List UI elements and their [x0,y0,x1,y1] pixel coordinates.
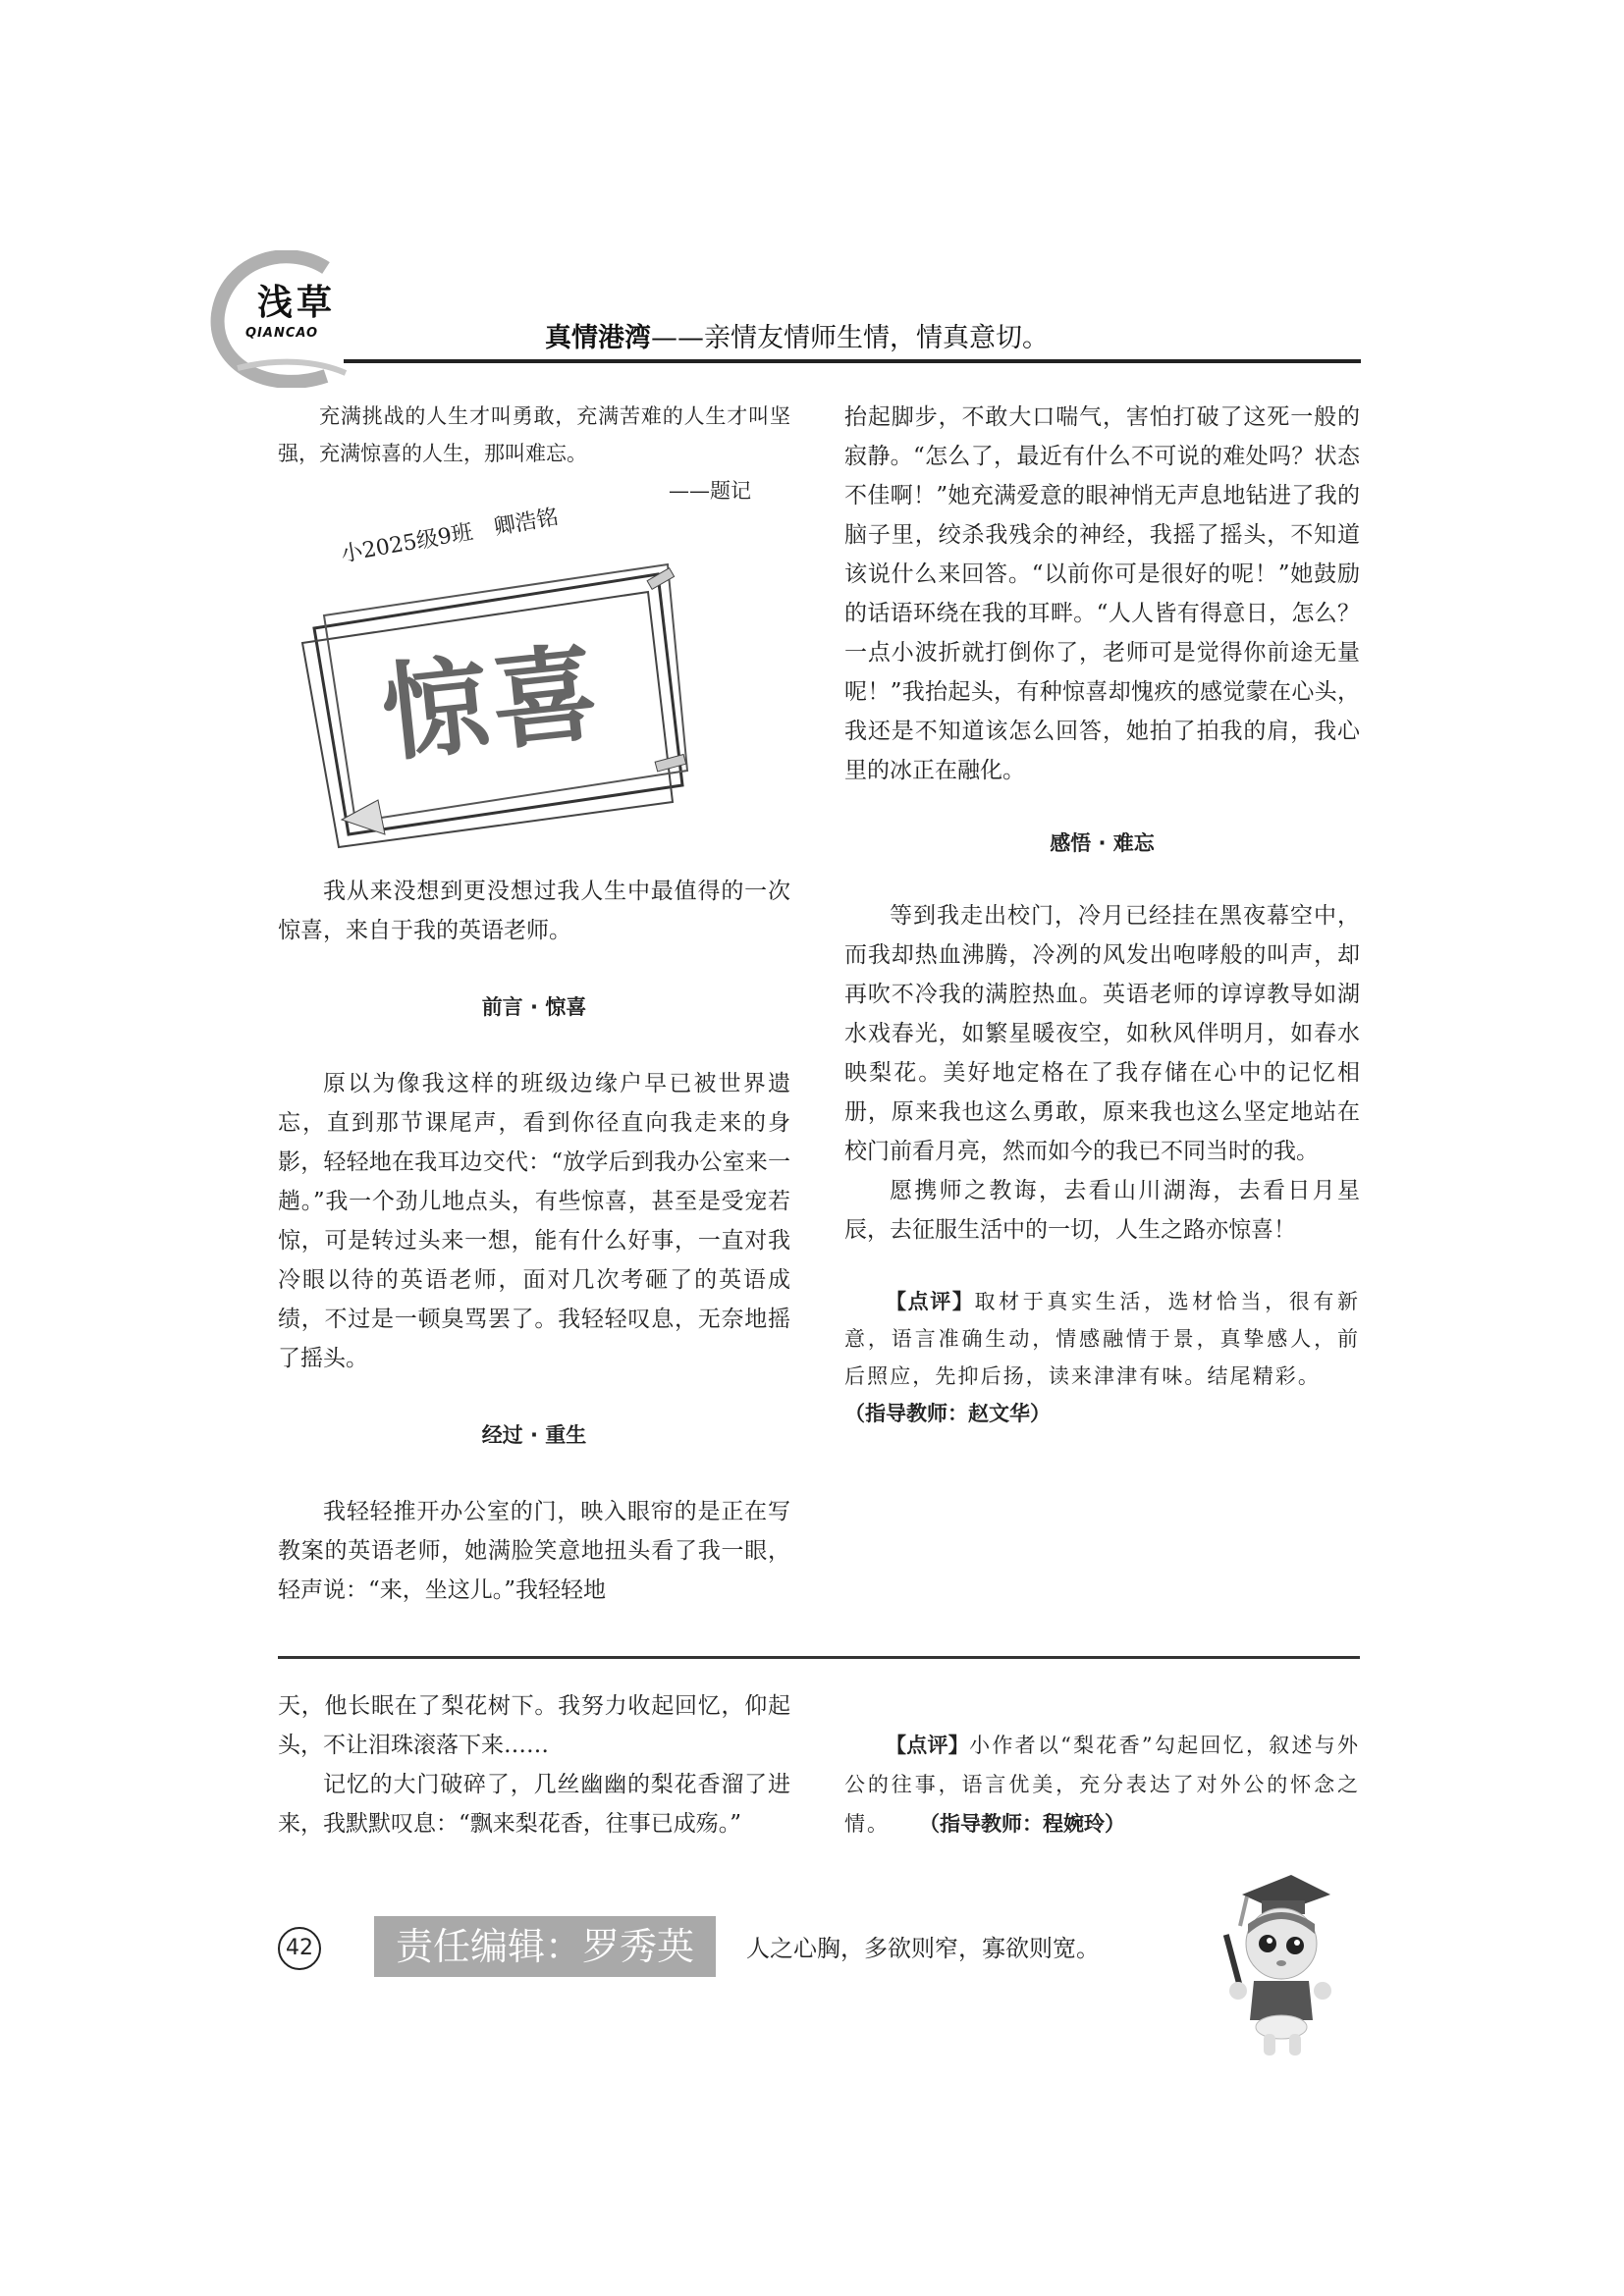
mascot-graduate-icon [1203,1865,1350,2061]
review-text: 取材于真实生活，选材恰当，很有新意，语言准确生动，情感融情于景，真挚感人，前后照应，先抑后扬，读来津津有味。结尾精彩。 [844,1290,1361,1388]
body-paragraph: 原以为像我这样的班级边缘户早已被世界遗忘，直到那节课尾声，看到你径直向我走来的身影，轻轻地在我耳边交代：“放学后到我办公室来一趟。”我一个劲儿地点头，有些惊喜，甚至是受宠若惊，可是转过头来一想，能有什么好事，一直对我冷眼以待的英语老师，面对几次考砸了的英语成绩，不过是一顿臭骂罢了。我轻轻叹息，无奈地摇了摇头。 [278,1071,790,1371]
illustration-title: 惊喜 [376,631,608,777]
section-subtitle: ——亲情友情师生情，情真意切。 [651,323,1049,353]
footer-motto: 人之心胸，多欲则窄，寡欲则宽。 [746,1935,1100,1962]
review-teacher: （指导教师：程婉玲） [919,1812,1125,1836]
header-rule [344,359,1361,363]
left-column [278,398,790,509]
left-column-body [278,872,790,1610]
review-tag: 【点评】 [886,1734,970,1757]
body-paragraph: 抬起脚步，不敢大口喘气，害怕打破了这死一般的寂静。“怎么了，最近有什么不可说的难处吗？状态不佳啊！”她充满爱意的眼神悄无声息地钻进了我的脑子里，绞杀我残余的神经，我摇了摇头，不知道该说什么来回答。“以前你可是很好的呢！”她鼓励的话语环绕在我的耳畔。“人人皆有得意日，怎么？一点小波折就打倒你了，老师可是觉得你前途无量呢！”我抬起头，有种惊喜却愧疚的感觉蒙在心头，我还是不知道该怎么回答，她拍了拍我的肩，我心里的冰正在融化。 [844,404,1360,783]
review-comment [844,1283,1360,1432]
epigraph-signature: ——题记 [669,479,751,503]
body-paragraph: 天，他长眠在了梨花树下。我努力收起回忆，仰起头，不让泪珠滚落下来…… [278,1693,790,1758]
editor-credit: 责任编辑：罗秀英 [374,1916,716,1977]
epigraph: 充满挑战的人生才叫勇敢，充满苦难的人生才叫坚强，充满惊喜的人生，那叫难忘。 [278,404,790,465]
review-text: 小作者以“梨花香”勾起回忆，叙述与外公的往事，语言优美，充分表达了对外公的怀念之情。 [844,1734,1360,1836]
review-tag: 【点评】 [886,1290,975,1313]
author-line: 小2025级9班 卿浩铭 [339,505,561,568]
right-column [844,398,1360,1432]
review-teacher: （指导教师：赵文华） [844,1402,1051,1425]
intro-paragraph: 我从来没想到更没想过我人生中最值得的一次惊喜，来自于我的英语老师。 [278,879,790,943]
section-title: 真情港湾 [545,323,651,353]
logo-text: 浅草 [257,283,337,323]
article-divider [278,1656,1360,1659]
page-number: 42 [278,1927,321,1970]
section-header [545,316,1049,354]
lower-left-column [278,1686,790,1843]
section-heading: 经过 · 重生 [481,1423,587,1447]
logo-subtitle: QIANCAO [245,326,319,341]
body-paragraph: 等到我走出校门，冷月已经挂在黑夜幕空中，而我却热血沸腾，冷冽的风发出咆哮般的叫声，却再吹不冷我的满腔热血。英语老师的谆谆教导如湖水戏春光，如繁星暖夜空，如秋风伴明月，如春水映梨花。美好地定格在了我存储在心中的记忆相册，原来我也这么勇敢，原来我也这么坚定地站在校门前看月亮，然而如今的我已不同当时的我。 [844,903,1360,1164]
body-paragraph: 我轻轻推开办公室的门，映入眼帘的是正在写教案的英语老师，她满脸笑意地扭头看了我一眼，轻声说：“来，坐这儿。”我轻轻地 [278,1499,790,1603]
review-comment [844,1726,1360,1843]
body-paragraph: 记忆的大门破碎了，几丝幽幽的梨花香溜了进来，我默默叹息：“飘来梨花香，往事已成殇。” [278,1772,790,1837]
section-heading: 前言 · 惊喜 [481,995,587,1019]
lower-right-column [844,1726,1360,1843]
body-paragraph: 愿携师之教诲，去看山川湖海，去看日月星辰，去征服生活中的一切，人生之路亦惊喜！ [844,1178,1360,1243]
section-heading: 感悟 · 难忘 [1050,831,1155,855]
